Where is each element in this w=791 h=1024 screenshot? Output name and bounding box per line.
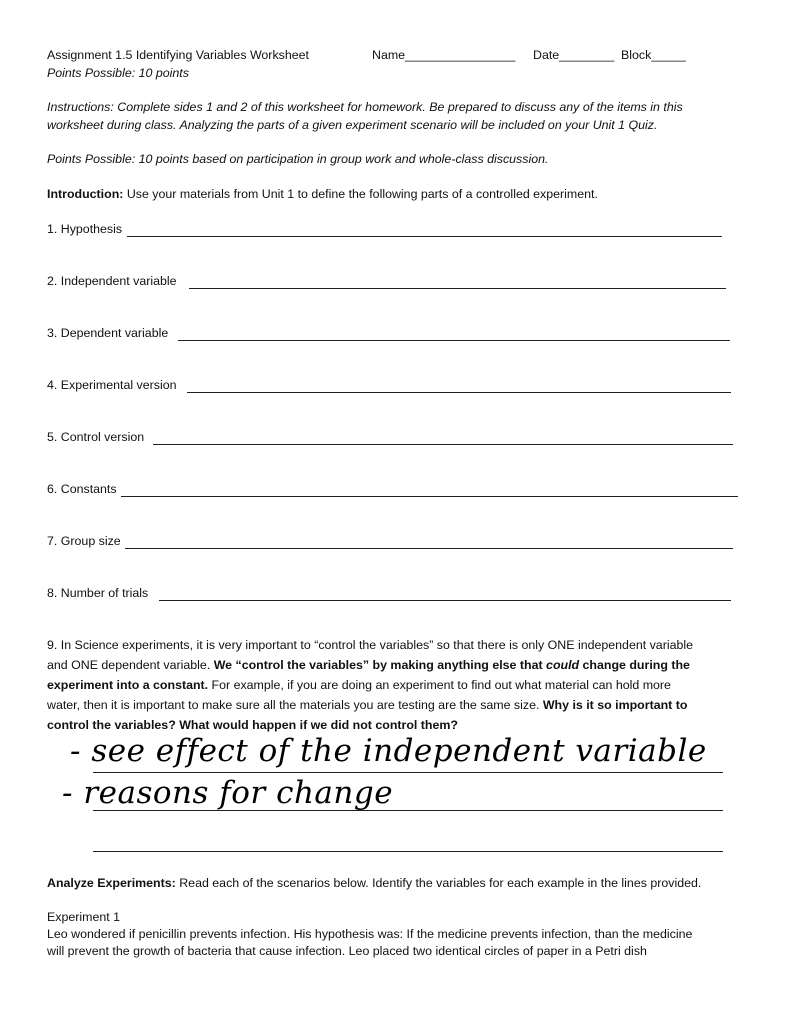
item-independent-variable: 2. Independent variable <box>47 274 177 288</box>
question-9-line-3 <box>47 678 671 692</box>
analyze-experiments <box>47 876 701 890</box>
item-constants: 6. Constants <box>47 482 117 496</box>
introduction-text: Use your materials from Unit 1 to define the following parts of a controlled experiment. <box>123 187 598 201</box>
name-field-label: Name________________ <box>372 48 516 62</box>
handwritten-answer-2: - reasons for change <box>62 775 394 811</box>
answer-line-experimental-version[interactable] <box>187 392 731 393</box>
analyze-label: Analyze Experiments: <box>47 876 176 890</box>
answer-line-group-size[interactable] <box>125 548 733 549</box>
answer-line-dependent-variable[interactable] <box>178 340 730 341</box>
instructions-line-2: worksheet during class. Analyzing the parts of a given experiment scenario will be included on your Unit 1 Quiz. <box>47 118 658 132</box>
q9-constant: experiment into a constant. <box>47 678 209 692</box>
q9-bold: We “control the variables” by making anything else that <box>213 658 547 672</box>
handwritten-answer-1: - see effect of the independent variable <box>70 733 707 769</box>
answer-line-control-version[interactable] <box>153 444 733 445</box>
points-note: Points Possible: 10 points based on participation in group work and whole-class discussion. <box>47 152 549 166</box>
date-field-label: Date________ <box>533 48 615 62</box>
item-hypothesis: 1. Hypothesis <box>47 222 123 236</box>
q9-example: For example, if you are doing an experiment to find out what material can hold more <box>208 678 671 692</box>
worksheet-title: Assignment 1.5 Identifying Variables Worksheet <box>47 48 309 62</box>
introduction-label: Introduction: <box>47 187 124 201</box>
item-experimental-version: 4. Experimental version <box>47 378 177 392</box>
answer-line-independent-variable[interactable] <box>189 288 726 289</box>
answer-line-hypothesis[interactable] <box>127 236 722 237</box>
answer-line-q9-1[interactable] <box>93 772 723 773</box>
q9-bold-end: change during the <box>579 658 690 672</box>
question-9-line-2 <box>47 658 690 672</box>
answer-line-q9-3[interactable] <box>93 851 723 852</box>
instructions-line-1: Instructions: Complete sides 1 and 2 of this worksheet for homework. Be prepared to discuss any of the items in this <box>47 100 683 114</box>
item-control-version: 5. Control version <box>47 430 145 444</box>
q9-text: and ONE dependent variable. <box>47 658 214 672</box>
introduction <box>47 187 598 201</box>
item-dependent-variable: 3. Dependent variable <box>47 326 169 340</box>
experiment-1-title: Experiment 1 <box>47 910 121 924</box>
q9-could: could <box>546 658 580 672</box>
q9-why: Why is it so important to <box>542 698 688 712</box>
answer-line-number-of-trials[interactable] <box>159 600 731 601</box>
q9-water: water, then it is important to make sure all the materials you are testing are the same size. <box>47 698 543 712</box>
experiment-1-line-2: will prevent the growth of bacteria that cause infection. Leo placed two identical circles of paper in a Petri dish <box>47 944 647 958</box>
question-9-line-5: control the variables? What would happen if we did not control them? <box>47 718 458 732</box>
points-possible: Points Possible: 10 points <box>47 66 189 80</box>
question-9-line-4 <box>47 698 687 712</box>
experiment-1-line-1: Leo wondered if penicillin prevents infection. His hypothesis was: If the medicine prevents infection, than the medicine <box>47 927 693 941</box>
answer-line-constants[interactable] <box>121 496 738 497</box>
block-field-label: Block_____ <box>621 48 686 62</box>
item-number-of-trials: 8. Number of trials <box>47 586 149 600</box>
question-9-line-1: 9. In Science experiments, it is very important to “control the variables” so that there is only ONE independent variable <box>47 638 694 652</box>
analyze-text: Read each of the scenarios below. Identify the variables for each example in the lines provided. <box>175 876 702 890</box>
item-group-size: 7. Group size <box>47 534 121 548</box>
